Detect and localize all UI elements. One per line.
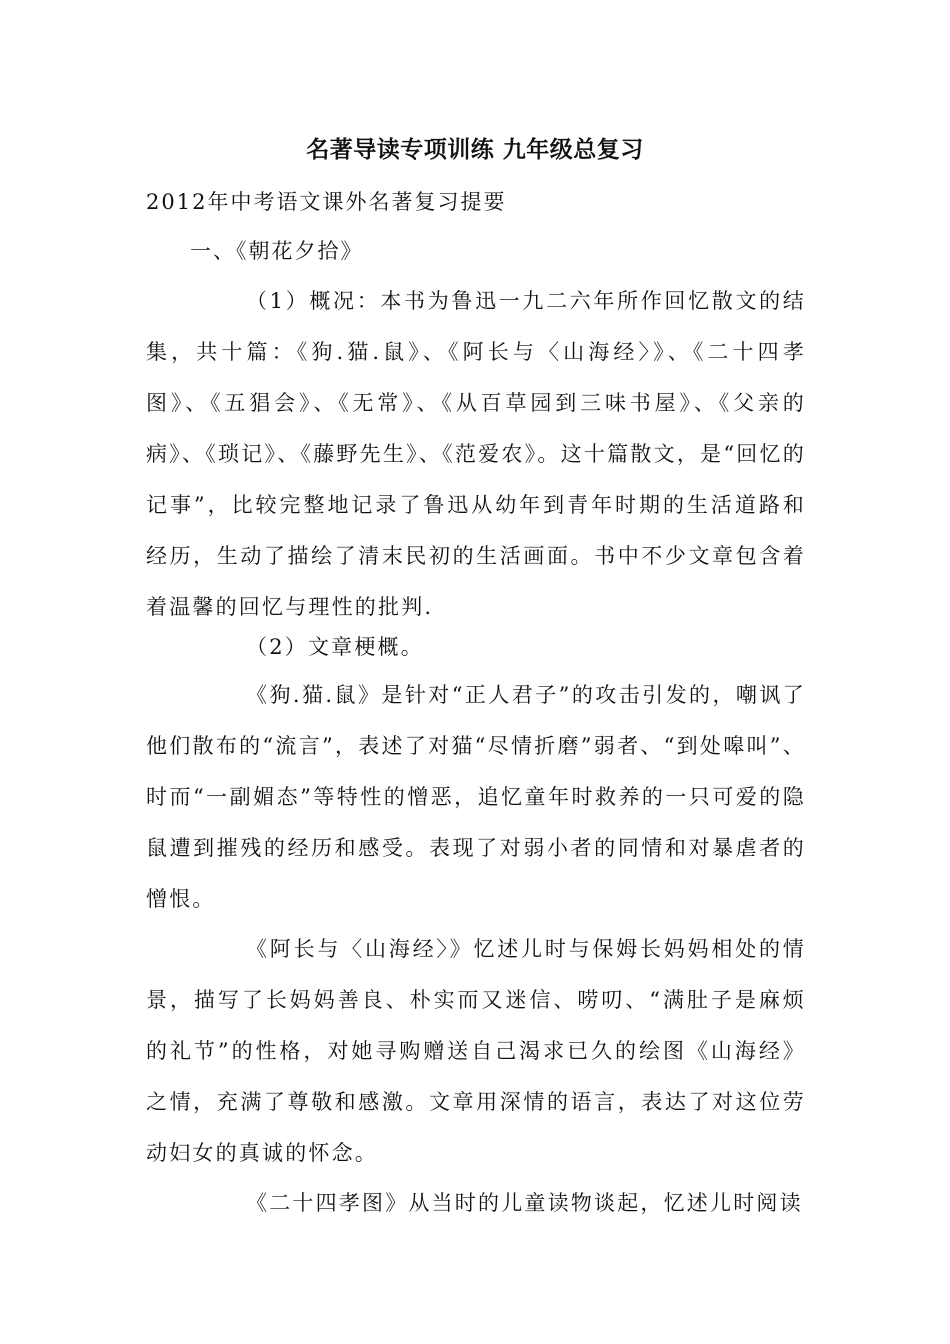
section-heading: 一、《朝花夕拾》 <box>190 239 364 263</box>
paragraph-dog-cat-mouse: 《狗.猫.鼠》是针对“正人君子”的攻击引发的，嘲讽了他们散布的“流言”，表述了对猫“尽情折磨”弱者、“到处嗥叫”、时而“一副媚态”等特性的憎恶，追忆童年时救养的一只可爱的隐鼠遭到摧残的经历和感受。表现了对弱小者的同情和对暴虐者的憎恨。 <box>146 683 806 911</box>
paragraph-overview: （1）概况：本书为鲁迅一九二六年所作回忆散文的结集，共十篇：《狗.猫.鼠》、《阿长与〈山海经〉》、《二十四孝图》、《五猖会》、《无常》、《从百草园到三味书屋》、《父亲的病》、《琐记》、《藤野先生》、《范爱农》。这十篇散文，是“回忆的记事”，比较完整地记录了鲁迅从幼年到青年时期的生活道路和经历，生动了描绘了清末民初的生活画面。书中不少文章包含着着温馨的回忆与理性的批判. <box>146 289 806 619</box>
paragraph-a-chang: 《阿长与〈山海经〉》忆述儿时与保姆长妈妈相处的情景，描写了长妈妈善良、朴实而又迷信、唠叨、“满肚子是麻烦的礼节”的性格，对她寻购赠送自己渴求已久的绘图《山海经》之情，充满了尊敬和感激。文章用深情的语言，表达了对这位劳动妇女的真诚的怀念。 <box>146 937 806 1165</box>
document-title: 名著导读专项训练 九年级总复习 <box>306 137 644 163</box>
paragraph-summary-heading: （2）文章梗概。 <box>246 635 424 659</box>
document-subtitle: 2012年中考语文课外名著复习提要 <box>146 190 507 214</box>
paragraph-twenty-four-filial: 《二十四孝图》从当时的儿童读物谈起，忆述儿时阅读 <box>246 1191 803 1215</box>
